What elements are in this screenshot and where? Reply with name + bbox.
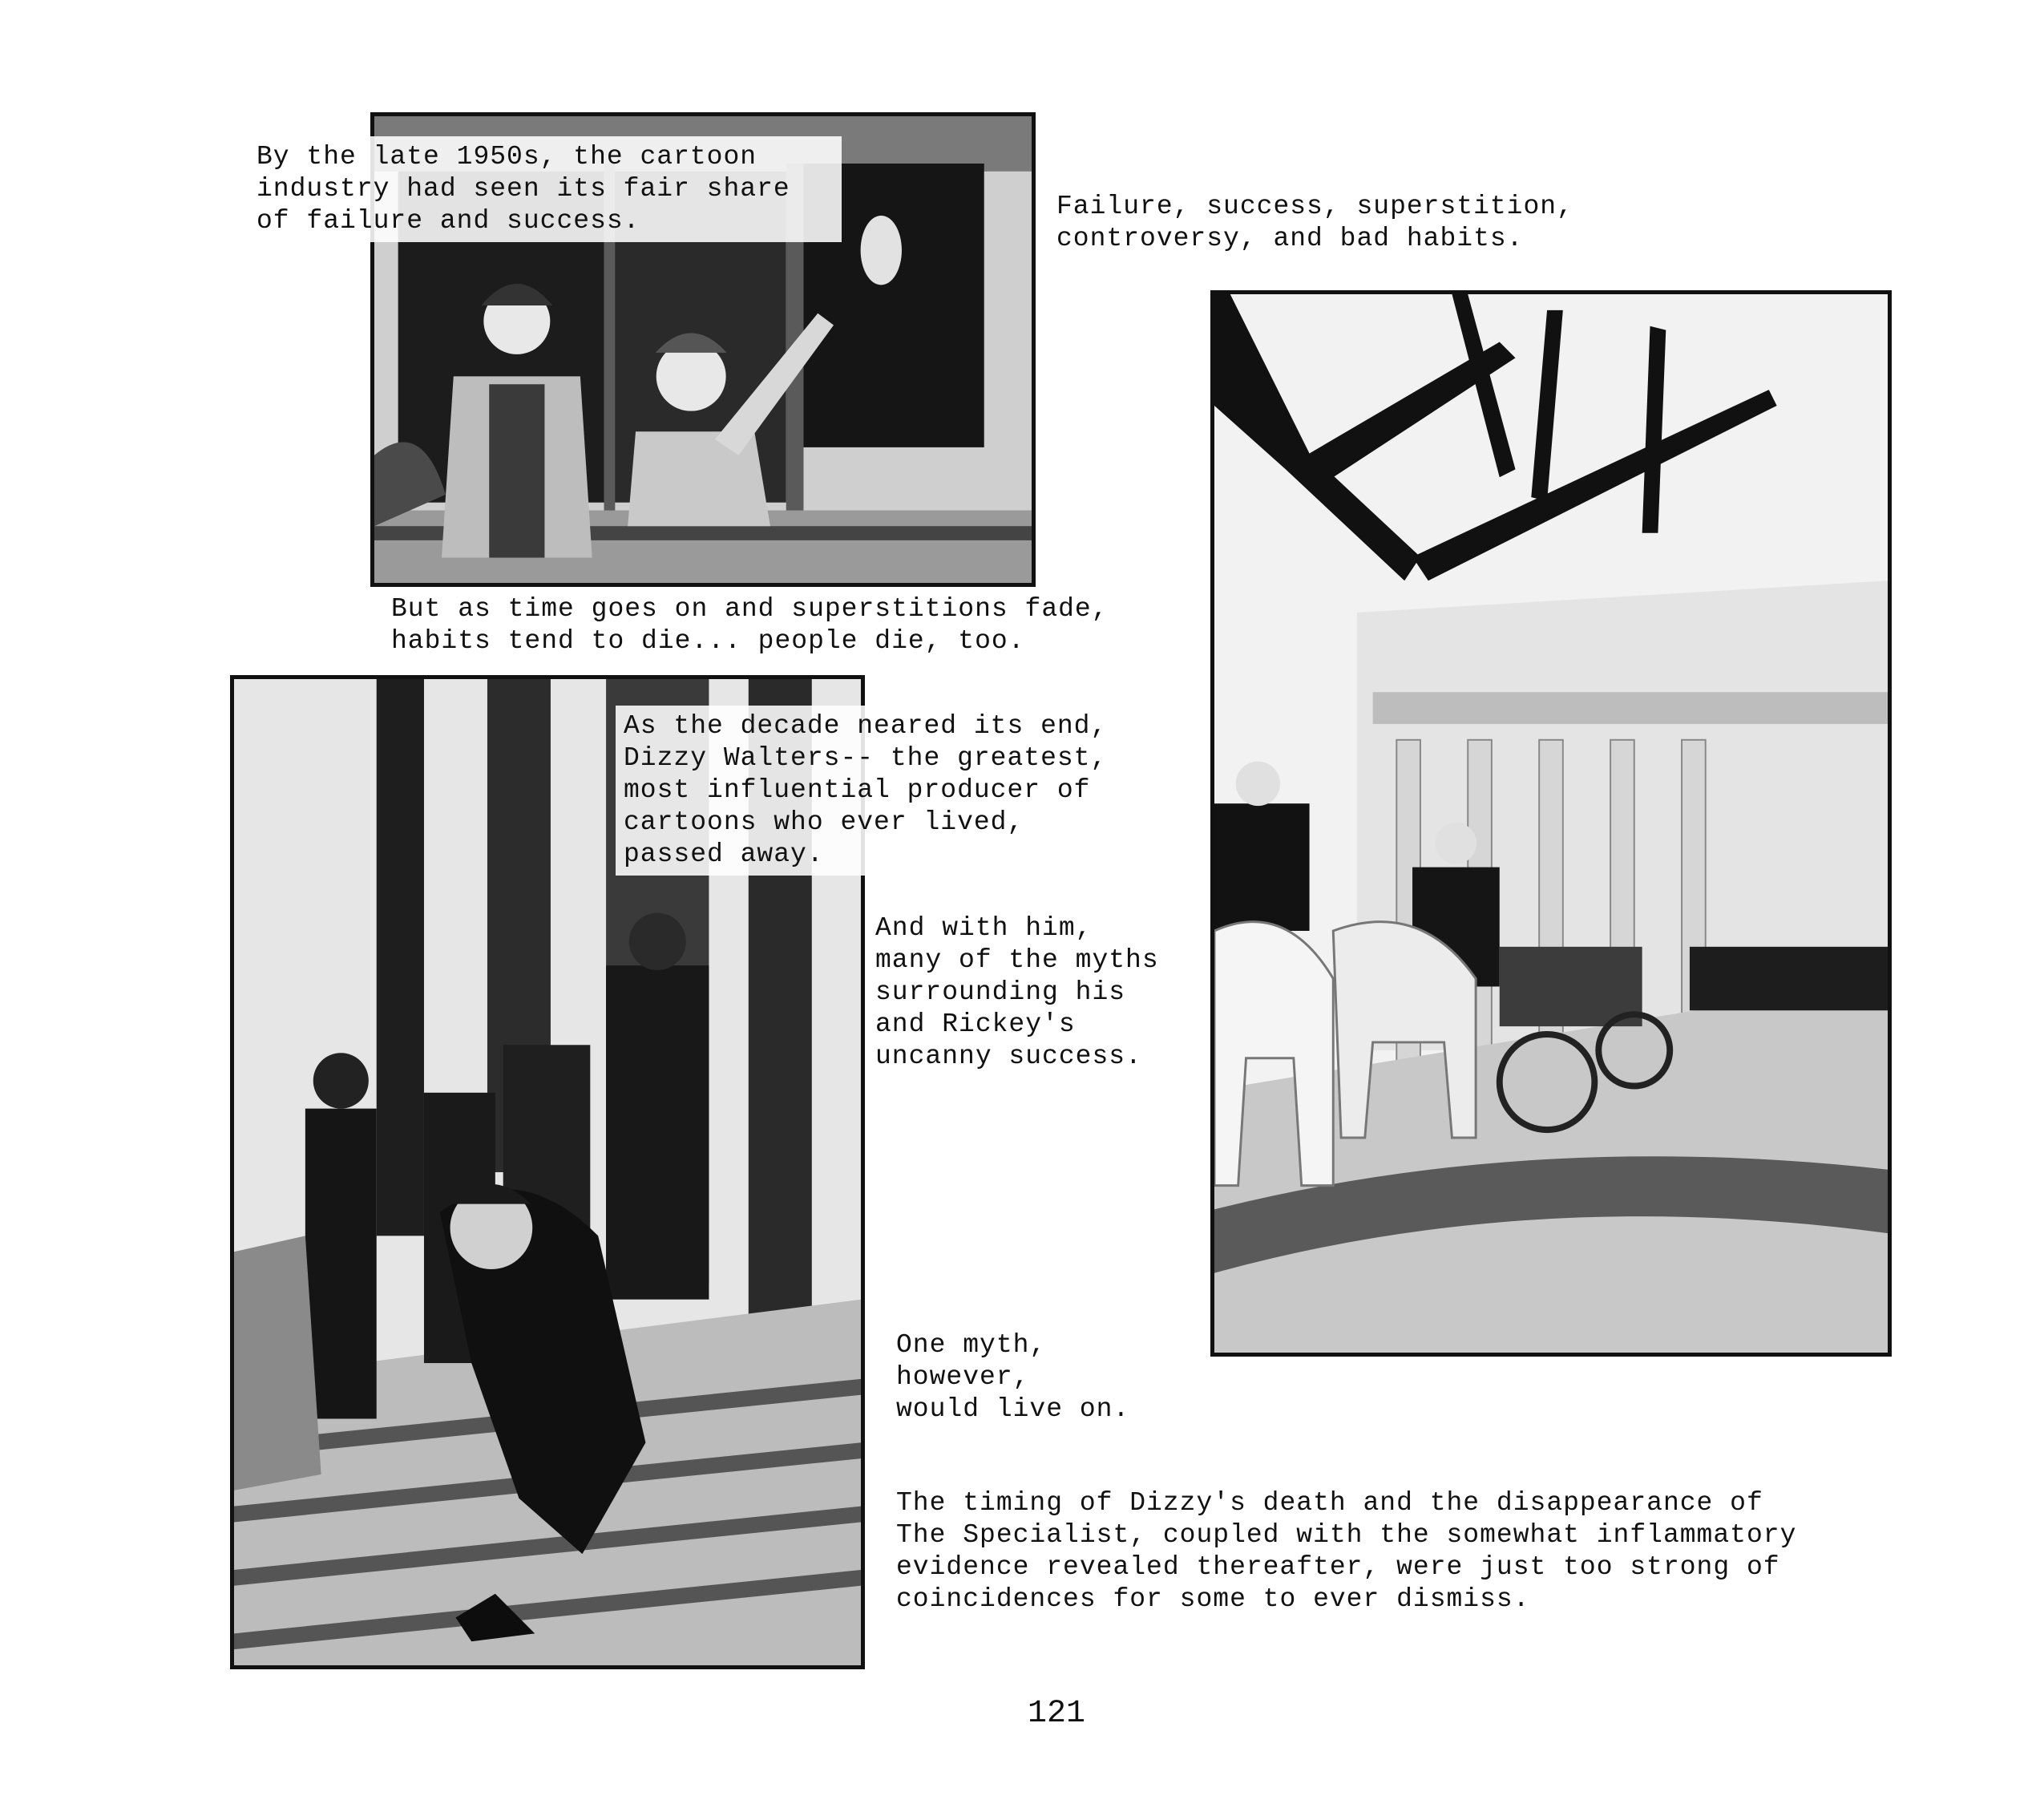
caption-timing-of-death: The timing of Dizzy's death and the disappearance of The Specialist, coupled with the somewhat inflammatory evidence revealed thereafter, were just too strong of coincidences for some to ever dismiss. <box>896 1488 1797 1614</box>
funeral-procession-illustration <box>1214 294 1888 1353</box>
panel-funeral-procession <box>1210 290 1892 1357</box>
caption-decade-neared-end: As the decade neared its end, Dizzy Walters-- the greatest, most influential producer of cartoons who ever lived, passed away. <box>616 706 1169 876</box>
page-number: 121 <box>1028 1696 1086 1732</box>
caption-late-1950s: By the late 1950s, the cartoon industry had seen its fair share of failure and success. <box>248 136 842 242</box>
caption-with-him: And with him, many of the myths surrounding his and Rickey's uncanny success. <box>875 913 1159 1071</box>
caption-failure-success: Failure, success, superstition, controversy, and bad habits. <box>1056 192 1573 253</box>
caption-one-myth: One myth, however, would live on. <box>896 1330 1130 1424</box>
caption-time-goes-on: But as time goes on and superstitions fade, habits tend to die... people die, too. <box>391 594 1109 656</box>
